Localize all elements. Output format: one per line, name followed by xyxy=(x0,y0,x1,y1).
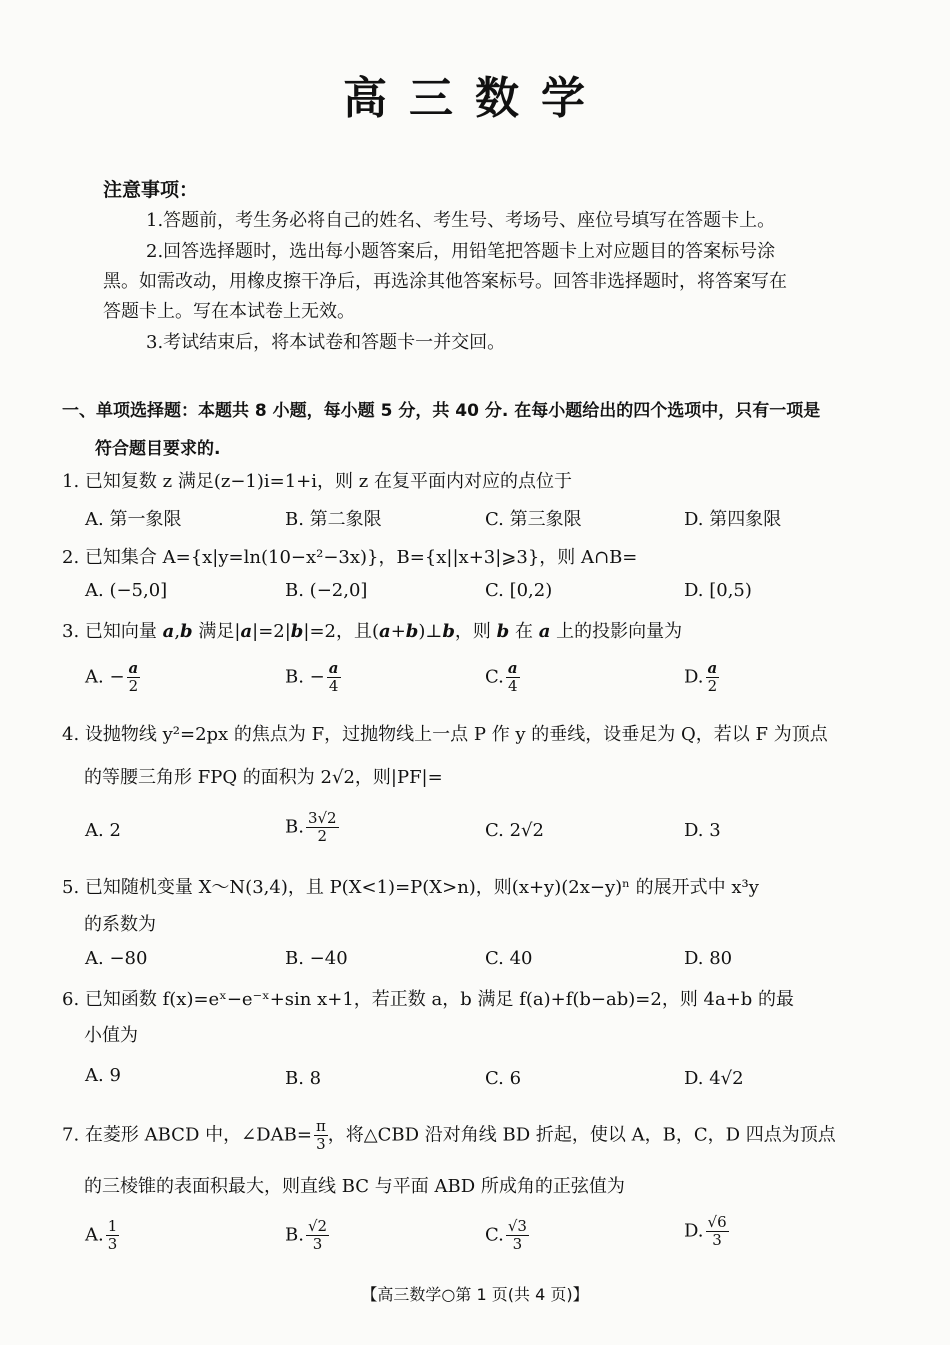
question-7-option-c: C. $\frac{√3}{3}$ xyxy=(485,1217,527,1253)
note-2-line-2: 黑。如需改动，用橡皮擦干净后，再选涂其他答案标号。回答非选择题时，将答案写在 xyxy=(103,271,787,292)
note-1: 1.答题前，考生务必将自己的姓名、考生号、考场号、座位号填写在答题卡上。 xyxy=(146,210,776,231)
question-1-option-d: D. 第四象限 xyxy=(684,509,782,530)
question-2-stem: 2. 已知集合 A={x|y=ln(10−x²−3x)}，B={x||x+3|⩾3}，则 A∩B= xyxy=(62,547,638,568)
page-footer: 【高三数学○第 1 页(共 4 页)】 xyxy=(361,1285,589,1304)
question-5-option-a: A. −80 xyxy=(85,948,148,969)
question-1-stem: 1. 已知复数 z 满足(z−1)i=1+i，则 z 在复平面内对应的点位于 xyxy=(62,471,572,492)
question-1-option-c: C. 第三象限 xyxy=(485,509,582,530)
question-6-option-a: A. 9 xyxy=(85,1065,121,1086)
section-heading-line-2: 符合题目要求的. xyxy=(95,439,221,459)
question-7-option-a: A. $\frac{1}{3}$ xyxy=(85,1217,118,1253)
note-2-line-1: 2.回答选择题时，选出每小题答案后，用铅笔把答题卡上对应题目的答案标号涂 xyxy=(146,241,776,262)
question-1-option-b: B. 第二象限 xyxy=(285,509,382,530)
note-2-line-3: 答题卡上。写在本试卷上无效。 xyxy=(103,301,355,322)
question-3-option-d: D. $\frac{a}{2}$ xyxy=(684,659,718,695)
question-5-stem: 5. 已知随机变量 X～N(3,4)，且 P(X<1)=P(X>n)，则(x+y)(2x−y)ⁿ 的展开式中 x³y xyxy=(62,877,759,898)
question-7-option-d: D. $\frac{√6}{3}$ xyxy=(684,1213,727,1249)
question-3-stem: 3. 已知向量 a,b 满足|a|=2|b|=2，且(a+b)⊥b，则 b 在 a 上的投影向量为 xyxy=(62,621,683,642)
question-5-option-b: B. −40 xyxy=(285,948,348,969)
section-heading xyxy=(62,392,882,468)
question-5-option-c: C. 40 xyxy=(485,948,533,969)
section-heading-line-1: 一、单项选择题：本题共 8 小题，每小题 5 分，共 40 分. 在每小题给出的四个选项中，只有一项是 xyxy=(62,401,821,421)
question-6-option-c: C. 6 xyxy=(485,1068,522,1089)
question-2-option-c: C. [0,2) xyxy=(485,580,553,601)
question-5-stem-cont: 的系数为 xyxy=(84,914,156,935)
question-4-option-c: C. 2√2 xyxy=(485,820,544,841)
question-3-option-a: A. − $\frac{a}{2}$ xyxy=(85,659,139,695)
question-2-option-a: A. (−5,0] xyxy=(85,580,168,601)
question-7-stem-cont: 的三棱锥的表面积最大，则直线 BC 与平面 ABD 所成角的正弦值为 xyxy=(84,1176,625,1197)
question-4-stem-cont: 的等腰三角形 FPQ 的面积为 2√2，则|PF|= xyxy=(84,767,443,788)
question-6-option-b: B. 8 xyxy=(285,1068,322,1089)
question-6-option-d: D. 4√2 xyxy=(684,1068,744,1089)
question-4-option-d: D. 3 xyxy=(684,820,721,841)
note-3: 3.考试结束后，将本试卷和答题卡一并交回。 xyxy=(146,332,506,353)
question-4-option-a: A. 2 xyxy=(85,820,121,841)
question-7-stem: 7. 在菱形 ABCD 中，∠DAB= $\frac{\pi}{3}$ ，将△CBD 沿对角线 BD 折起，使以 A，B，C，D 四点为顶点 xyxy=(62,1118,836,1153)
page-title: 高三数学 xyxy=(343,73,607,124)
question-4-stem: 4. 设抛物线 y²=2px 的焦点为 F，过抛物线上一点 P 作 y 的垂线，设垂足为 Q，若以 F 为顶点 xyxy=(62,724,828,745)
question-1-option-a: A. 第一象限 xyxy=(85,509,182,530)
question-2-option-b: B. (−2,0] xyxy=(285,580,368,601)
question-6-stem-cont: 小值为 xyxy=(84,1025,138,1046)
question-4-option-b: B. $\frac{3√2}{2}$ xyxy=(285,809,337,845)
question-7-option-b: B. $\frac{√2}{3}$ xyxy=(285,1217,328,1253)
question-3-option-b: B. − $\frac{a}{4}$ xyxy=(285,659,339,695)
notes-heading: 注意事项： xyxy=(103,179,199,201)
question-6-stem: 6. 已知函数 f(x)=eˣ−e⁻ˣ+sin x+1，若正数 a，b 满足 f(a)+f(b−ab)=2，则 4a+b 的最 xyxy=(62,989,795,1010)
question-5-option-d: D. 80 xyxy=(684,948,733,969)
question-2-option-d: D. [0,5) xyxy=(684,580,752,601)
question-3-option-c: C. $\frac{a}{4}$ xyxy=(485,659,518,695)
